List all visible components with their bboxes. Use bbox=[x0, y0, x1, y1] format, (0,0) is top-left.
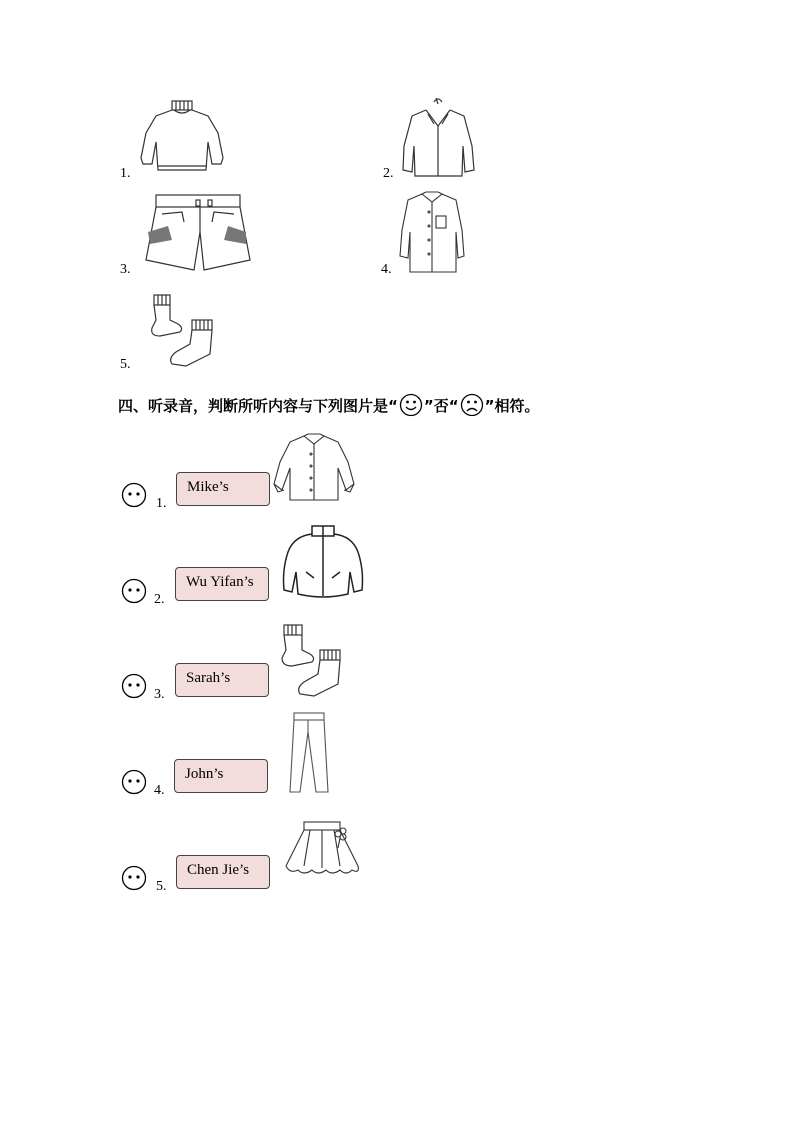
answer-face-icon[interactable] bbox=[121, 673, 147, 699]
item-number: 1. bbox=[120, 166, 131, 181]
name-box: Sarah’s bbox=[175, 663, 269, 697]
answer-face-icon[interactable] bbox=[121, 578, 147, 604]
instruction-text: ”相符。 bbox=[484, 396, 540, 415]
shirt-picture bbox=[398, 190, 466, 274]
socks-picture bbox=[146, 292, 218, 370]
instruction-text: 四、听录音，判断所听内容与下列图片是“ bbox=[118, 396, 398, 415]
answer-face-icon[interactable] bbox=[121, 769, 147, 795]
answer-face-icon[interactable] bbox=[121, 865, 147, 891]
item-number: 4. bbox=[381, 262, 392, 277]
coat-picture bbox=[280, 522, 366, 602]
sweater-picture bbox=[138, 98, 226, 176]
item-number: 3. bbox=[154, 687, 165, 702]
item-number: 3. bbox=[120, 262, 131, 277]
name-box: John’s bbox=[174, 759, 268, 793]
item-number: 5. bbox=[120, 357, 131, 372]
name-box: Mike’s bbox=[176, 472, 270, 506]
item-number: 1. bbox=[156, 496, 167, 511]
item-number: 5. bbox=[156, 879, 167, 894]
jacket-picture bbox=[400, 96, 476, 180]
name-box: Wu Yifan’s bbox=[175, 567, 269, 601]
item-number: 2. bbox=[154, 592, 165, 607]
answer-face-icon[interactable] bbox=[121, 482, 147, 508]
name-box: Chen Jie’s bbox=[176, 855, 270, 889]
sad-face-icon bbox=[460, 393, 484, 417]
section-instruction bbox=[118, 393, 539, 417]
instruction-text: ”否“ bbox=[423, 396, 459, 415]
skirt-picture bbox=[280, 818, 364, 880]
shorts-picture bbox=[142, 192, 254, 276]
item-number: 2. bbox=[383, 166, 394, 181]
pants-picture bbox=[284, 710, 334, 796]
smiley-face-icon bbox=[399, 393, 423, 417]
shirt-picture bbox=[272, 432, 356, 504]
socks-picture bbox=[280, 622, 346, 698]
item-number: 4. bbox=[154, 783, 165, 798]
